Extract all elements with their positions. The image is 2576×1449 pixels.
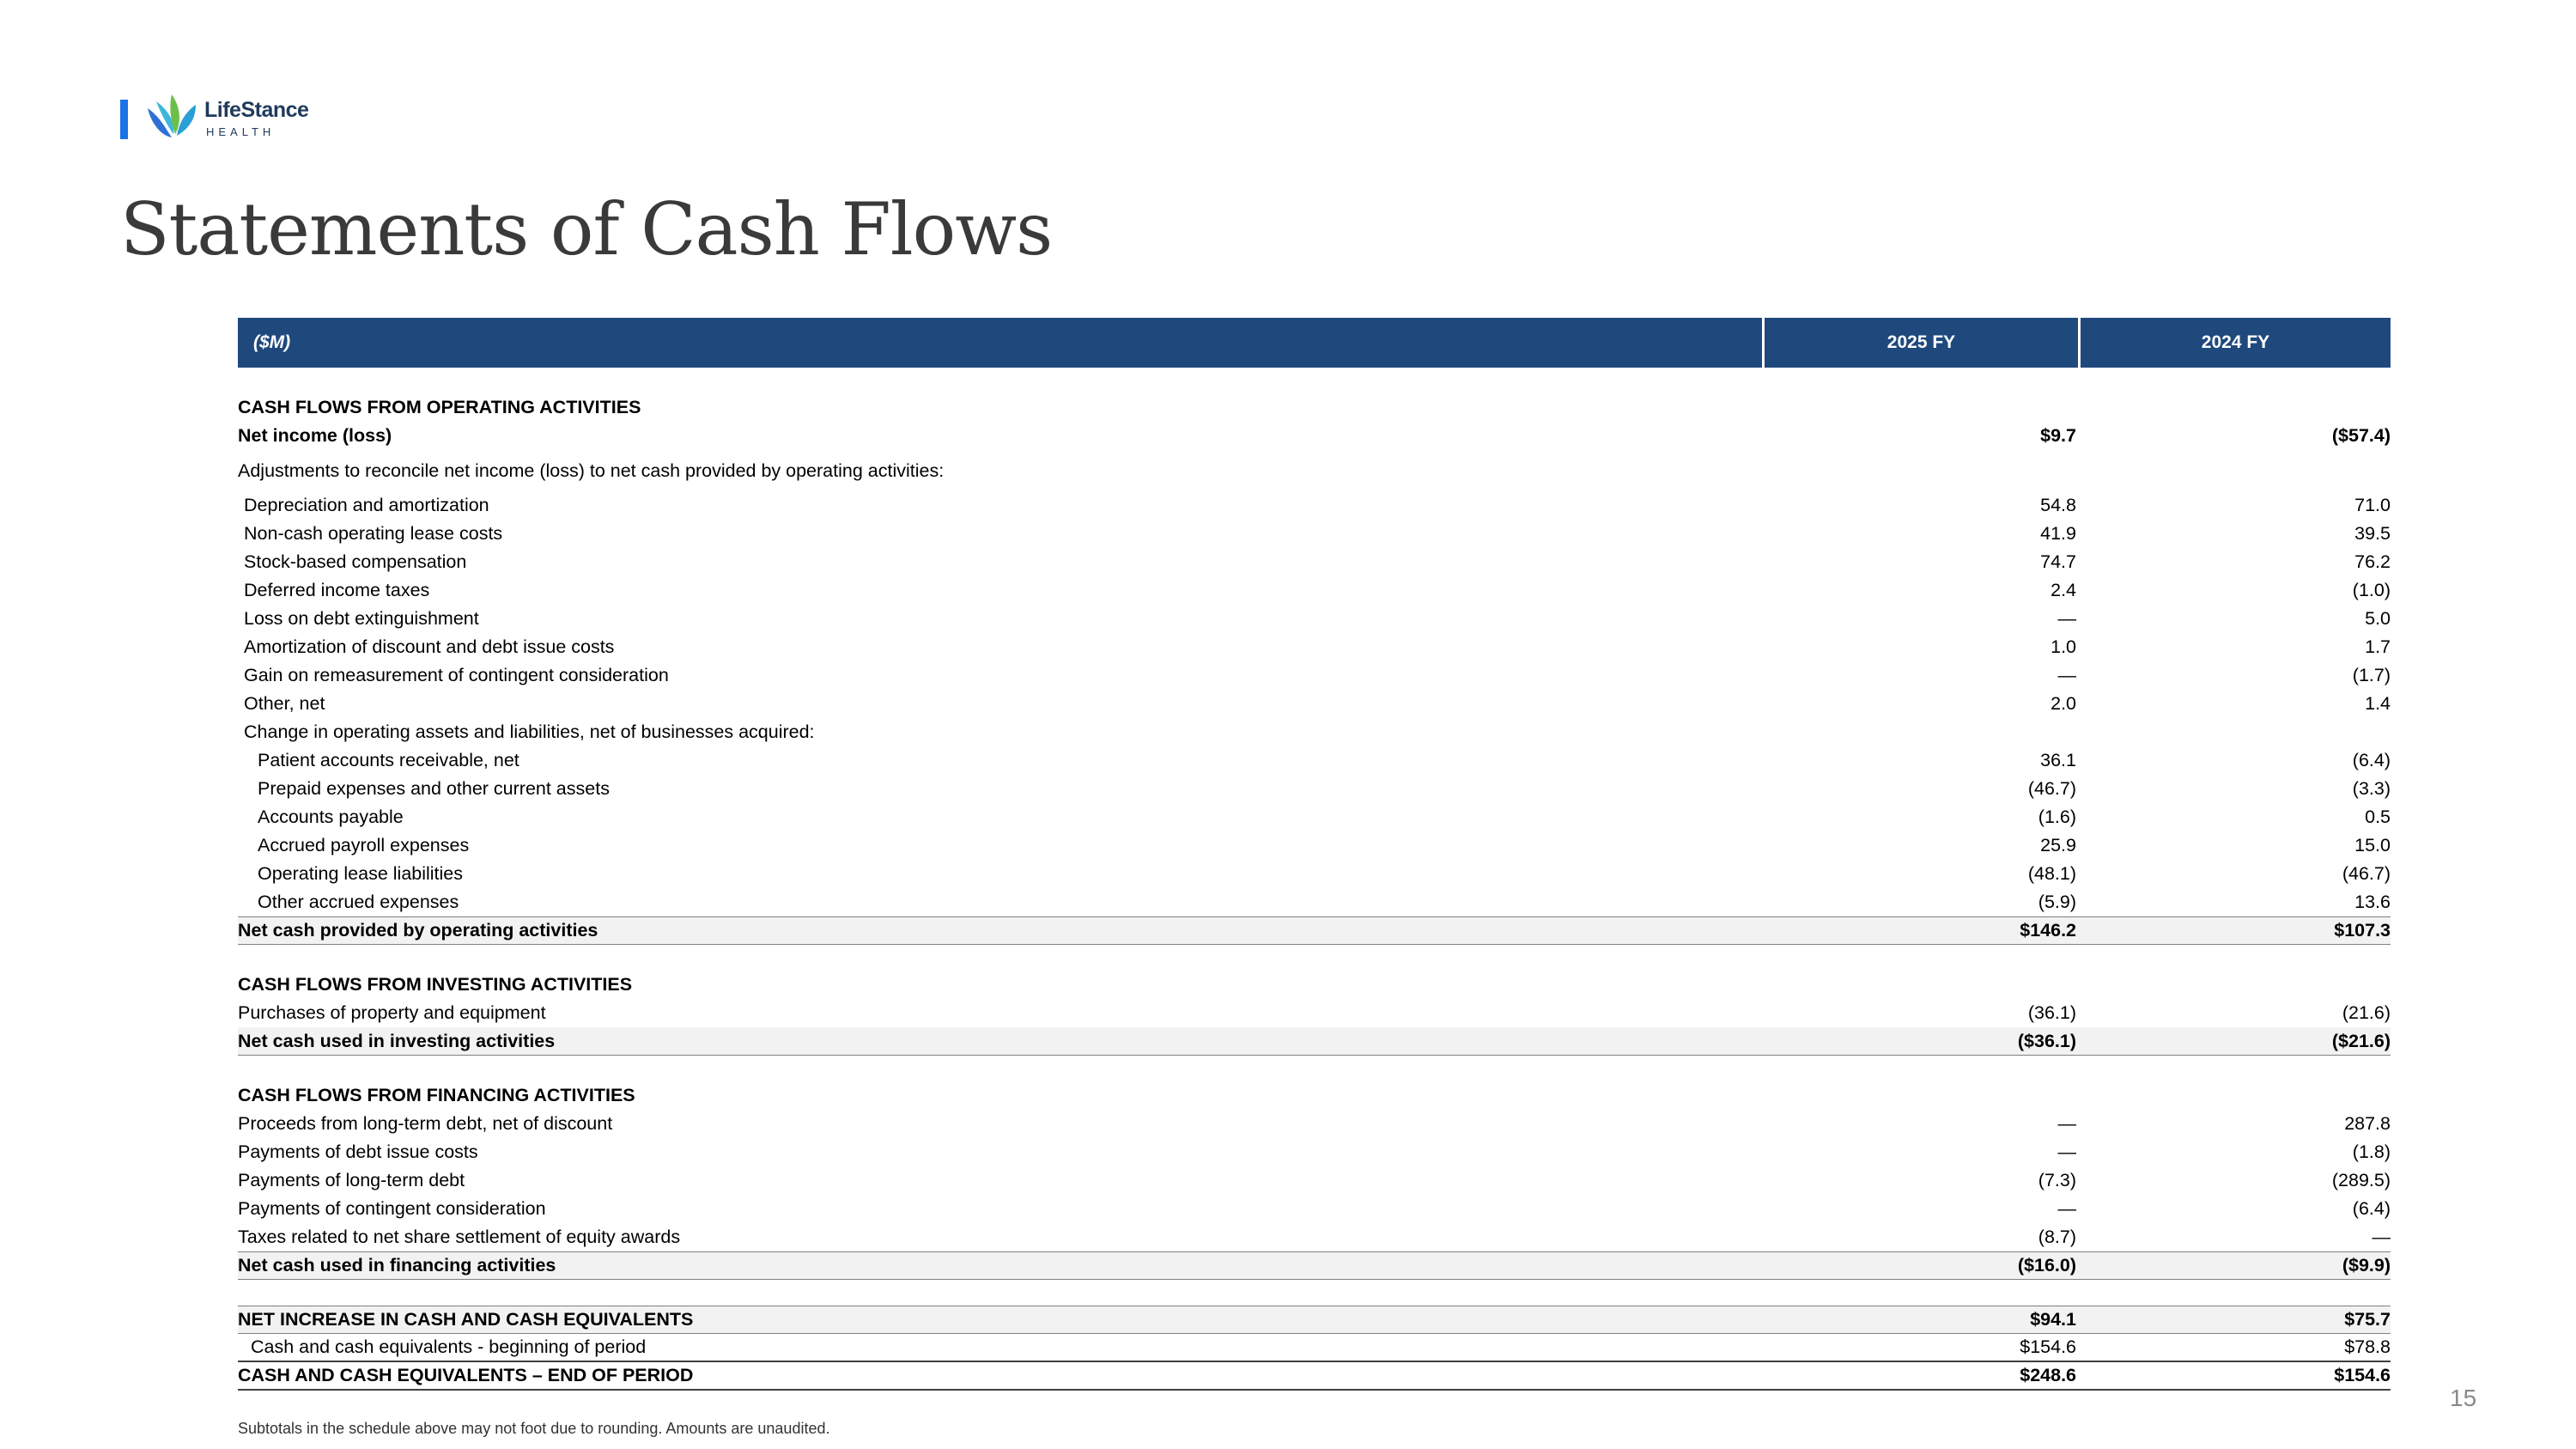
row-label: NET INCREASE IN CASH AND CASH EQUIVALENTS	[238, 1309, 694, 1330]
table-row	[238, 520, 2391, 548]
value-2024: 1.4	[2365, 693, 2391, 714]
table-row	[238, 1195, 2391, 1223]
value-2025: —	[2057, 1142, 2076, 1162]
row-label: Net cash used in investing activities	[238, 1030, 556, 1051]
row-label: Payments of debt issue costs	[238, 1142, 478, 1162]
value-2024: (1.7)	[2352, 665, 2391, 685]
row-label: Other accrued expenses	[258, 892, 459, 912]
row-label: Net income (loss)	[238, 425, 392, 446]
value-2025: (46.7)	[2027, 778, 2076, 799]
table-row	[238, 860, 2391, 888]
value-2025: 25.9	[2040, 835, 2076, 855]
row-label: Accrued payroll expenses	[258, 835, 470, 855]
row-label: Deferred income taxes	[244, 580, 430, 600]
row-label: Adjustments to reconcile net income (loss) to net cash provided by operating activities:	[238, 460, 945, 481]
company-logo	[120, 89, 343, 141]
table-row	[238, 1334, 2391, 1362]
table-row	[238, 803, 2391, 831]
value-2025: 2.4	[2050, 580, 2076, 600]
value-2025: (48.1)	[2027, 863, 2076, 884]
row-label: Change in operating assets and liabilities, net of businesses acquired:	[244, 721, 815, 742]
row-label: Operating lease liabilities	[258, 863, 464, 884]
value-2024: (3.3)	[2352, 778, 2391, 799]
table-row	[238, 775, 2391, 803]
value-2025: (8.7)	[2038, 1227, 2076, 1247]
table-row	[238, 1223, 2391, 1251]
table-row	[238, 718, 2391, 746]
value-2025: $146.2	[2020, 920, 2076, 941]
value-2024: (6.4)	[2352, 1198, 2391, 1219]
value-2024: (6.4)	[2352, 750, 2391, 770]
row-label: Depreciation and amortization	[244, 495, 489, 515]
row-label: CASH FLOWS FROM FINANCING ACTIVITIES	[238, 1085, 635, 1105]
value-2024: $107.3	[2334, 920, 2391, 941]
table-row	[238, 1362, 2391, 1391]
row-label: Gain on remeasurement of contingent consideration	[244, 665, 669, 685]
value-2024: $78.8	[2344, 1336, 2391, 1357]
value-2024: 287.8	[2344, 1113, 2391, 1134]
row-label: Other, net	[244, 693, 325, 714]
value-2024: 0.5	[2365, 807, 2391, 827]
value-2025: —	[2057, 1198, 2076, 1219]
footnote: Subtotals in the schedule above may not foot due to rounding. Amounts are unaudited.	[238, 1420, 830, 1437]
table-row	[238, 999, 2391, 1027]
logo-subtitle: HEALTH	[206, 125, 276, 138]
row-label: Amortization of discount and debt issue costs	[244, 636, 615, 657]
table-row	[238, 1166, 2391, 1195]
value-2024: 1.7	[2365, 636, 2391, 657]
value-2024: (46.7)	[2342, 863, 2391, 884]
value-2024: ($21.6)	[2331, 1030, 2391, 1051]
header-2025: 2025 FY	[1765, 318, 2078, 368]
row-label: Accounts payable	[258, 807, 404, 827]
table-row	[238, 605, 2391, 633]
value-2025: —	[2057, 608, 2076, 629]
value-2024: (21.6)	[2342, 1002, 2391, 1023]
value-2025: ($36.1)	[2017, 1030, 2076, 1051]
table-row	[238, 746, 2391, 775]
value-2025: —	[2057, 665, 2076, 685]
value-2024: —	[2372, 1227, 2391, 1247]
value-2024: (1.8)	[2352, 1142, 2391, 1162]
table-row	[238, 491, 2391, 520]
value-2024: (1.0)	[2352, 580, 2391, 600]
value-2024: 5.0	[2365, 608, 2391, 629]
row-label: Non-cash operating lease costs	[244, 523, 503, 544]
row-label: CASH FLOWS FROM INVESTING ACTIVITIES	[238, 974, 633, 995]
row-label: CASH AND CASH EQUIVALENTS – END OF PERIOD	[238, 1365, 694, 1385]
row-label: Cash and cash equivalents - beginning of period	[251, 1336, 647, 1357]
table-row	[238, 888, 2391, 916]
value-2024: 76.2	[2354, 551, 2391, 572]
value-2025: $94.1	[2030, 1309, 2076, 1330]
value-2025: 74.7	[2040, 551, 2076, 572]
value-2024: 15.0	[2354, 835, 2391, 855]
value-2025: (7.3)	[2038, 1170, 2076, 1190]
value-2024: $154.6	[2334, 1365, 2391, 1385]
spacer-row	[238, 1056, 2391, 1081]
spacer-row	[238, 945, 2391, 971]
page-title: Statements of Cash Flows	[120, 187, 1053, 271]
row-label: Taxes related to net share settlement of equity awards	[238, 1227, 681, 1247]
value-2024: (289.5)	[2331, 1170, 2391, 1190]
value-2025: —	[2057, 1113, 2076, 1134]
row-label: Stock-based compensation	[244, 551, 467, 572]
table-row	[238, 576, 2391, 605]
row-label: Prepaid expenses and other current assets	[258, 778, 610, 799]
header-2024: 2024 FY	[2081, 318, 2391, 368]
row-label: Purchases of property and equipment	[238, 1002, 546, 1023]
spacer-row	[238, 1280, 2391, 1306]
row-label: Payments of long-term debt	[238, 1170, 465, 1190]
table-row	[238, 1138, 2391, 1166]
value-2024: 71.0	[2354, 495, 2391, 515]
row-label: CASH FLOWS FROM OPERATING ACTIVITIES	[238, 397, 641, 417]
table-header	[238, 318, 2391, 368]
value-2025: (36.1)	[2027, 1002, 2076, 1023]
table-row	[238, 633, 2391, 661]
table-row	[238, 690, 2391, 718]
table-body	[238, 368, 2391, 1391]
table-row	[238, 548, 2391, 576]
value-2025: (5.9)	[2038, 892, 2076, 912]
row-label: Patient accounts receivable, net	[258, 750, 519, 770]
spacer-row	[238, 368, 2391, 393]
table-row	[238, 971, 2391, 999]
table-row	[238, 1306, 2391, 1334]
logo-name: LifeStance	[204, 98, 309, 122]
value-2025: 36.1	[2040, 750, 2076, 770]
table-row	[238, 1081, 2391, 1110]
row-label: Payments of contingent consideration	[238, 1198, 546, 1219]
row-label: Loss on debt extinguishment	[244, 608, 479, 629]
table-row	[238, 393, 2391, 422]
value-2025: 2.0	[2050, 693, 2076, 714]
logo-accent-bar	[120, 100, 128, 139]
table-row	[238, 916, 2391, 945]
value-2025: 54.8	[2040, 495, 2076, 515]
value-2024: 13.6	[2354, 892, 2391, 912]
table-row	[238, 1251, 2391, 1280]
value-2025: $9.7	[2040, 425, 2076, 446]
value-2025: 41.9	[2040, 523, 2076, 544]
page-number: 15	[2450, 1385, 2477, 1411]
row-label: Net cash provided by operating activities	[238, 920, 598, 941]
table-row	[238, 450, 2391, 491]
table-row	[238, 1110, 2391, 1138]
table-row	[238, 1027, 2391, 1056]
value-2025: 1.0	[2050, 636, 2076, 657]
value-2024: ($57.4)	[2331, 425, 2391, 446]
cash-flow-table	[238, 318, 2391, 1391]
value-2025: $248.6	[2020, 1365, 2076, 1385]
row-label: Proceeds from long-term debt, net of discount	[238, 1113, 613, 1134]
header-units: ($M)	[238, 318, 1762, 368]
table-row	[238, 831, 2391, 860]
row-label: Net cash used in financing activities	[238, 1255, 556, 1275]
value-2025: (1.6)	[2038, 807, 2076, 827]
table-row	[238, 422, 2391, 450]
value-2025: ($16.0)	[2017, 1255, 2076, 1275]
value-2024: ($9.9)	[2342, 1255, 2391, 1275]
value-2024: 39.5	[2354, 523, 2391, 544]
value-2024: $75.7	[2344, 1309, 2391, 1330]
table-row	[238, 661, 2391, 690]
logo-leaf-icon	[143, 89, 203, 141]
value-2025: $154.6	[2020, 1336, 2076, 1357]
